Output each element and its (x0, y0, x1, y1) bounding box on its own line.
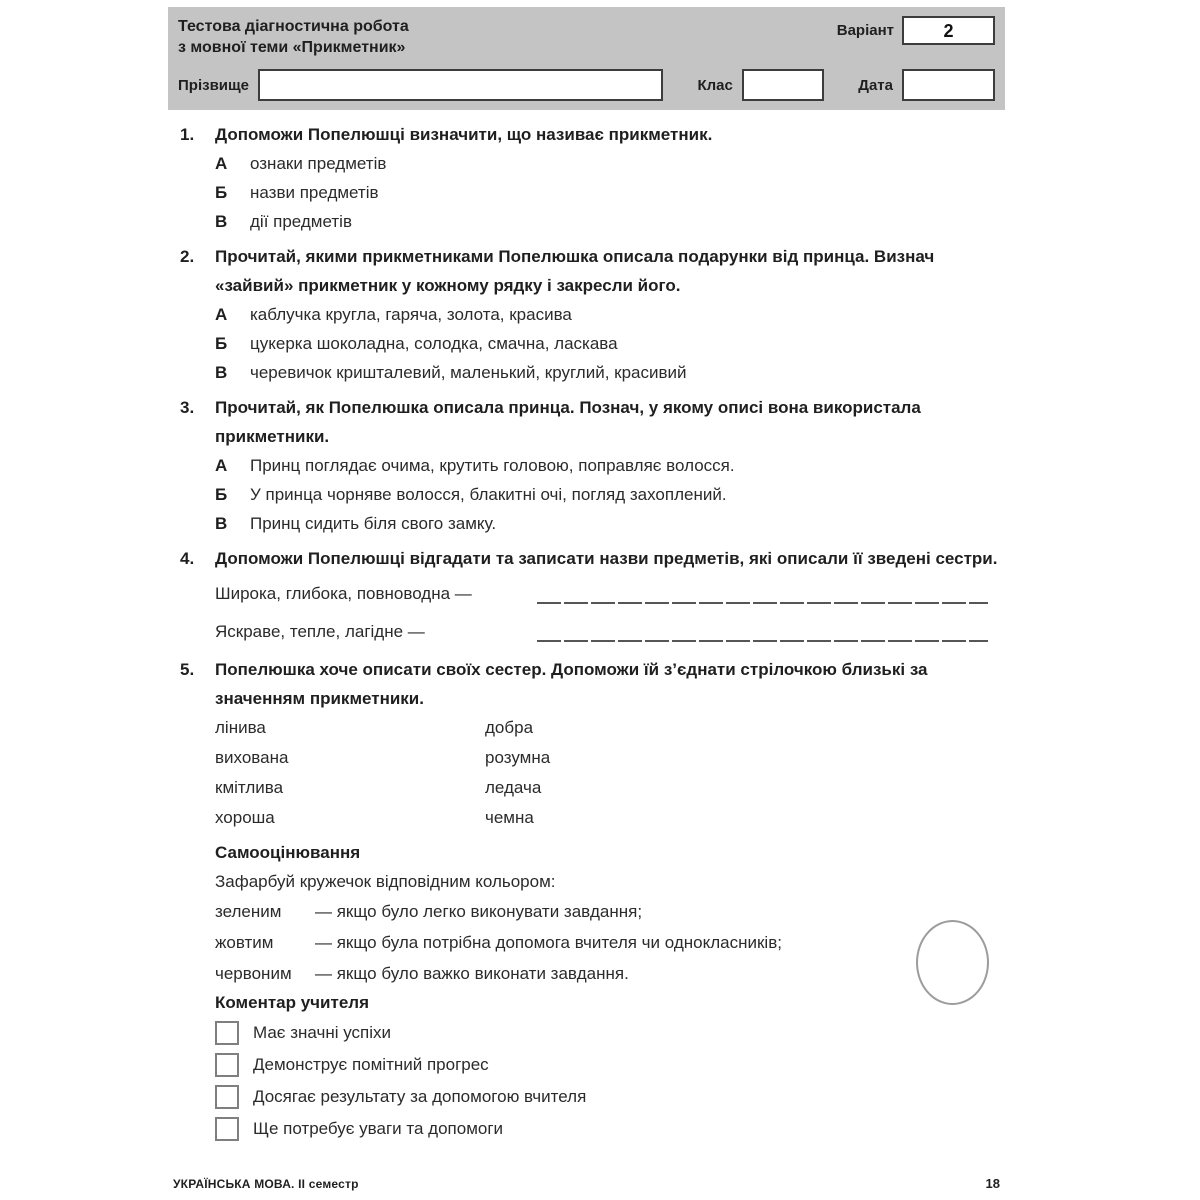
match-word-right[interactable]: чемна (485, 808, 534, 827)
question-1-options (215, 149, 1006, 236)
question-number: 4. (180, 549, 195, 568)
date-field[interactable] (902, 69, 995, 101)
question-3-option-a[interactable] (215, 451, 1006, 480)
question-5 (180, 655, 1006, 833)
question-3-option-v[interactable] (215, 509, 1006, 538)
teacher-comment (215, 989, 1006, 1145)
color-description: — якщо було важко виконати завдання. (315, 964, 629, 983)
self-assessment (215, 839, 1006, 989)
class-field[interactable] (742, 69, 824, 101)
color-description: — якщо було легко виконувати завдання; (315, 902, 643, 921)
class-label: Клас (697, 76, 733, 94)
variant-group (837, 16, 995, 45)
question-2-option-v[interactable] (215, 358, 1006, 387)
teacher-comment-row-3 (215, 1081, 1006, 1113)
question-number: 3. (180, 398, 195, 417)
surname-label: Прізвище (178, 76, 250, 94)
question-number: 1. (180, 125, 195, 144)
color-description: — якщо була потрібна допомога вчителя чи однокласників; (315, 933, 782, 952)
blank-row-1 (215, 573, 1006, 611)
question-text: Прочитай, якими прикметниками Попелюшка описала подарунки від принца. Визнач «зайвий» прикметник у кожному рядку і закресли його. (215, 247, 935, 295)
question-text: Попелюшка хоче описати своїх сестер. Допоможи їй з’єднати стрілочкою близькі за значенням прикметники. (215, 660, 928, 708)
option-text: цукерка шоколадна, солодка, смачна, ласкава (250, 334, 618, 353)
option-letter: А (215, 305, 228, 324)
title-line-1: Тестова діагностична робота (178, 18, 409, 35)
checkbox[interactable] (215, 1085, 239, 1109)
match-word-right[interactable]: добра (485, 718, 534, 737)
option-letter: А (215, 456, 228, 475)
option-letter: Б (215, 485, 228, 504)
question-1-option-a[interactable] (215, 149, 1006, 178)
question-2 (180, 242, 1006, 387)
option-letter: В (215, 514, 228, 533)
self-assessment-row-green (215, 896, 1006, 927)
question-4-head (180, 544, 1006, 573)
option-text: черевичок кришталевий, маленький, круглий, красивий (250, 363, 687, 382)
match-row-1 (215, 713, 1006, 743)
match-word-left[interactable]: вихована (215, 748, 289, 767)
color-word: зеленим (215, 902, 282, 921)
teacher-comment-row-2 (215, 1049, 1006, 1081)
question-text: Допоможи Попелюшці відгадати та записати назви предметів, які описали її зведені сестри. (215, 549, 998, 568)
option-text: назви предметів (250, 183, 379, 202)
match-word-right[interactable]: розумна (485, 748, 551, 767)
option-letter: Б (215, 183, 228, 202)
question-2-option-b[interactable] (215, 329, 1006, 358)
option-text: дії предметів (250, 212, 352, 231)
question-3 (180, 393, 1006, 538)
question-3-option-b[interactable] (215, 480, 1006, 509)
blank-prompt: Яскраве, тепле, лагідне — (215, 622, 425, 641)
worksheet-title (178, 16, 409, 58)
option-text: ознаки предметів (250, 154, 387, 173)
variant-value-box[interactable]: 2 (902, 16, 995, 45)
variant-label: Варіант (836, 22, 894, 39)
question-3-options (215, 451, 1006, 538)
match-word-left[interactable]: хороша (215, 808, 275, 827)
footer (173, 1176, 1000, 1191)
color-word: червоним (215, 964, 292, 983)
match-word-left[interactable]: лінива (215, 718, 266, 737)
question-1-option-b[interactable] (215, 178, 1006, 207)
question-number: 2. (180, 247, 195, 266)
checkbox-label: Має значні успіхи (253, 1023, 392, 1042)
match-word-left[interactable]: кмітлива (215, 778, 284, 797)
teacher-comment-row-1 (215, 1017, 1006, 1049)
match-word-right[interactable]: ледача (485, 778, 542, 797)
teacher-comment-title: Коментар учителя (215, 993, 369, 1012)
page-number: 18 (985, 1176, 1000, 1191)
answer-blank-line[interactable] (537, 640, 988, 642)
color-word: жовтим (215, 933, 274, 952)
question-text: Допоможи Попелюшці визначити, що називає прикметник. (215, 125, 713, 144)
question-1 (180, 120, 1006, 236)
checkbox-label: Демонструє помітний прогрес (253, 1055, 489, 1074)
blank-prompt: Широка, глибока, повноводна — (215, 584, 472, 603)
checkbox[interactable] (215, 1117, 239, 1141)
answer-blank-line[interactable] (537, 602, 988, 604)
question-number: 5. (180, 660, 195, 679)
self-assessment-circle[interactable] (916, 920, 989, 1005)
question-2-options (215, 300, 1006, 387)
blank-row-2 (215, 611, 1006, 649)
self-assessment-instruction: Зафарбуй кружечок відповідним кольором: (215, 872, 556, 891)
self-assessment-row-yellow (215, 927, 1006, 958)
match-row-2 (215, 743, 1006, 773)
question-5-head (180, 655, 1006, 713)
option-letter: В (215, 212, 228, 231)
header-top-row (178, 16, 995, 58)
option-text: каблучка кругла, гаряча, золота, красива (250, 305, 572, 324)
teacher-comment-row-4 (215, 1113, 1006, 1145)
checkbox[interactable] (215, 1021, 239, 1045)
surname-field[interactable] (258, 69, 663, 101)
checkbox-label: Ще потребує уваги та допомоги (253, 1119, 504, 1138)
option-letter: В (215, 363, 228, 382)
option-text: Принц поглядає очима, крутить головою, поправляє волосся. (250, 456, 735, 475)
option-text: Принц сидить біля свого замку. (250, 514, 497, 533)
question-text: Прочитай, як Попелюшка описала принца. Познач, у якому описі вона використала прикметники. (215, 398, 921, 446)
header-fields-row (178, 69, 995, 101)
title-line-2: з мовної теми «Прикметник» (178, 39, 406, 56)
option-text: У принца чорняве волосся, блакитні очі, погляд захоплений. (250, 485, 727, 504)
question-1-option-v[interactable] (215, 207, 1006, 236)
question-5-match (215, 713, 1006, 833)
date-label: Дата (858, 76, 893, 94)
question-4 (180, 544, 1006, 649)
checkbox[interactable] (215, 1053, 239, 1077)
question-4-blanks (215, 573, 1006, 649)
self-assessment-title: Самооцінювання (215, 843, 361, 862)
worksheet-body (180, 120, 1006, 1145)
header (168, 7, 1005, 110)
self-assessment-row-red (215, 958, 1006, 989)
question-2-option-a[interactable] (215, 300, 1006, 329)
checkbox-label: Досягає результату за допомогою вчителя (253, 1087, 587, 1106)
question-1-head (180, 120, 1006, 149)
footer-subject-label: УКРАЇНСЬКА МОВА. ІІ семестр (173, 1177, 359, 1191)
option-letter: Б (215, 334, 228, 353)
question-2-head (180, 242, 1006, 300)
match-row-3 (215, 773, 1006, 803)
question-3-head (180, 393, 1006, 451)
match-row-4 (215, 803, 1006, 833)
option-letter: А (215, 154, 228, 173)
